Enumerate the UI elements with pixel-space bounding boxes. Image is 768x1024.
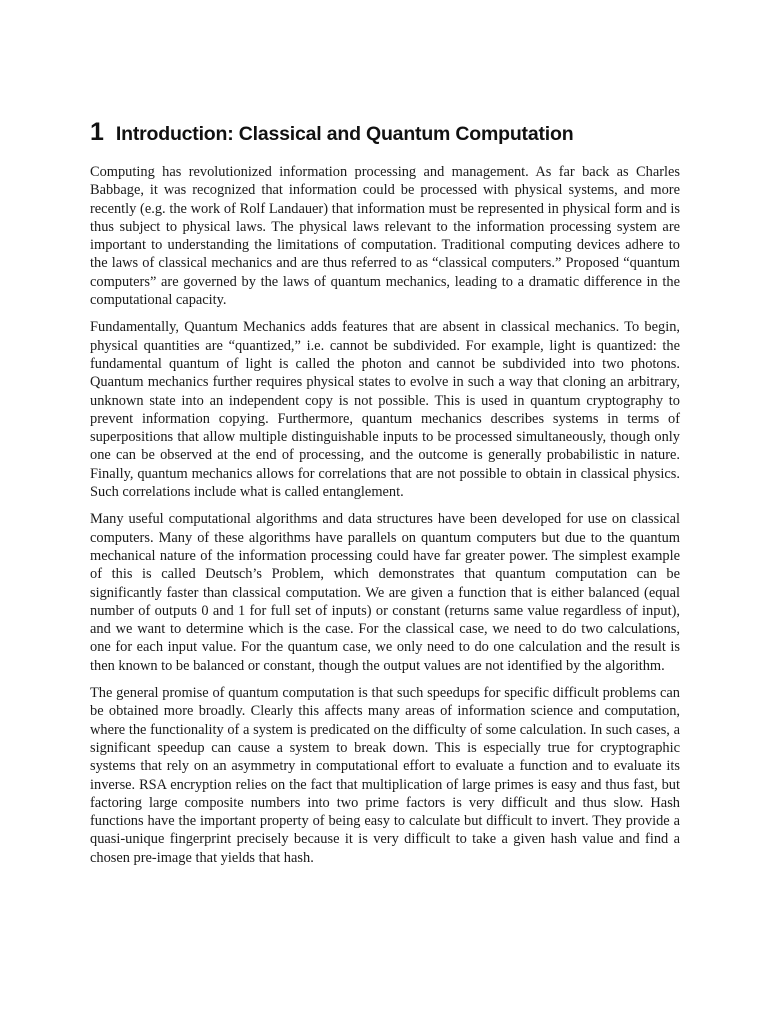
section-title: Introduction: Classical and Quantum Computation bbox=[115, 123, 574, 145]
paragraph-quantum-features: Fundamentally, Quantum Mechanics adds features that are absent in classical mechanics. To begin, physical quantities are “quantized,” i.e. cannot be subdivided. For example, light is quantized: the fundamental quantum of light is called the photon and cannot be subdivided into two photons. Quantum mechanics further requires physical states to evolve in such a way that cloning an arbitrary, unknown state into an independent copy is not possible. This is used in quantum cryptography to prevent information copying. Furthermore, quantum mechanics describes systems in terms of superpositions that allow multiple distinguishable inputs to be processed simultaneously, though only one can be observed at the end of processing, and the outcome is generally probabilistic in nature. Finally, quantum mechanics allows for correlations that are not possible to obtain in classical physics. Such correlations include what is called entanglement. bbox=[90, 319, 680, 501]
paragraph-classical-quantum: Computing has revolutionized information processing and management. As far back as Charles Babbage, it was recognized that information could be processed with physical systems, and more recently (e.g. the work of Rolf Landauer) that information must be represented in physical form and is thus subject to physical laws. The physical laws relevant to the information processing system are important to understanding the limitations of computation. Traditional computing devices adhere to the laws of classical mechanics and are thus referred to as “classical computers.” Proposed “quantum computers” are governed by the laws of quantum mechanics, leading to a dramatic difference in the computational capacity. bbox=[90, 164, 680, 309]
document-page bbox=[90, 118, 680, 876]
section-heading bbox=[90, 118, 680, 147]
section-number: 1 bbox=[90, 118, 104, 146]
paragraph-speedups: The general promise of quantum computation is that such speedups for specific difficult problems can be obtained more broadly. Clearly this affects many areas of information science and computation, where the functionality of a system is predicated on the difficulty of some calculation. In such cases, a significant speedup can cause a system to break down. This is especially true for cryptographic systems that rely on an asymmetry in computational effort to evaluate a function and to evaluate its inverse. RSA encryption relies on the fact that multiplication of large primes is easy and thus fast, but factoring large composite numbers into two prime factors is very difficult and thus slow. Hash functions have the important property of being easy to calculate but difficult to invert. They provide a quasi-unique fingerprint precisely because it is very difficult to take a given hash value and find a chosen pre-image that yields that hash. bbox=[90, 685, 680, 866]
paragraph-algorithms: Many useful computational algorithms and data structures have been developed for use on classical computers. Many of these algorithms have parallels on quantum computers but due to the quantum mechanical nature of the information processing could have far greater power. The simplest example of this is called Deutsch’s Problem, which demonstrates that quantum computation can be significantly faster than classical computation. We are given a function that is either balanced (equal number of outputs 0 and 1 for full set of inputs) or constant (returns same value regardless of input), and we want to determine which is the case. For the classical case, we need to do two calculations, one for each input value. For the quantum case, we only need to do one calculation and the result is then known to be balanced or constant, though the output values are not identified by the algorithm. bbox=[90, 511, 680, 674]
